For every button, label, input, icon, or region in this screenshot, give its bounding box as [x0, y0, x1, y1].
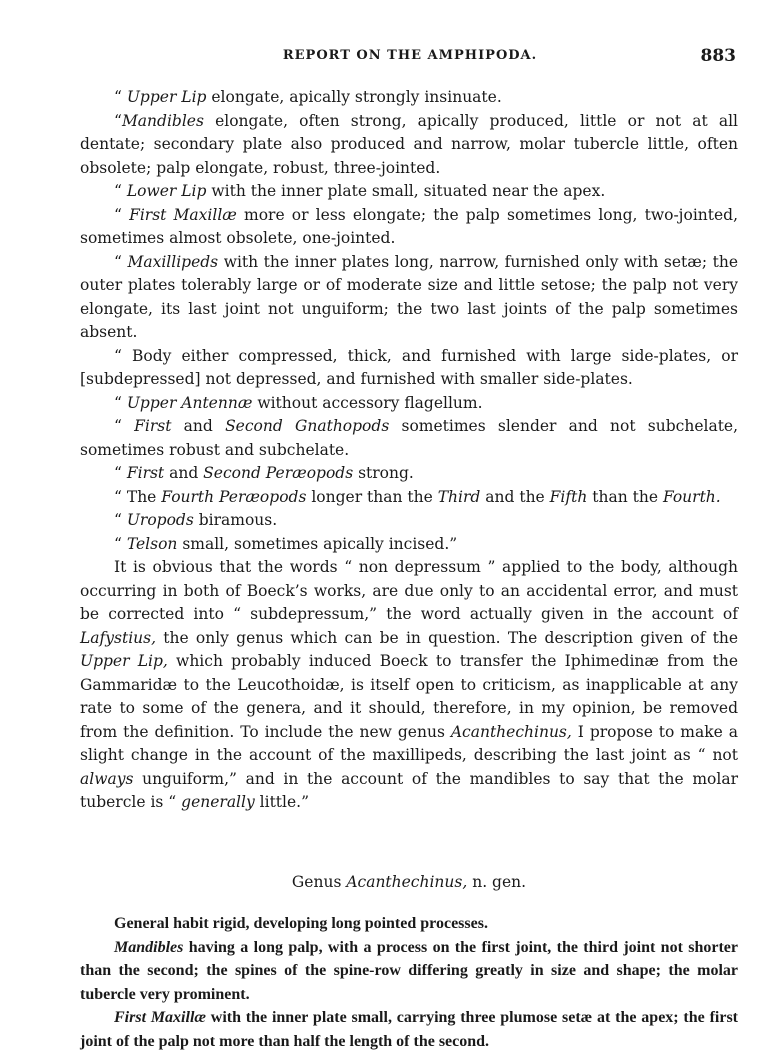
- text-run: unguiform,” and in the account of the mandibles to say that the molar tubercle is “: [80, 769, 738, 811]
- body-text: [80, 86, 738, 1053]
- italic-term: Upper Lip: [126, 88, 207, 106]
- text-run: small, sometimes apically incised.”: [177, 534, 458, 553]
- paragraph: [80, 486, 738, 510]
- text-run: biramous.: [193, 511, 278, 529]
- italic-term: Maxillipeds: [127, 252, 219, 271]
- text-run: and: [171, 417, 226, 435]
- text-run: “: [114, 511, 127, 529]
- paragraph: [80, 110, 738, 181]
- paragraph: [80, 204, 738, 251]
- genus-paragraph: [80, 912, 738, 936]
- italic-term: Second Gnathopods: [225, 417, 390, 435]
- page-number: 883: [700, 46, 736, 66]
- text-run: “: [114, 393, 127, 412]
- paragraph: [80, 86, 738, 110]
- genus-heading: [80, 871, 738, 895]
- text-run: more or less elongate; the palp sometimes long, two-jointed, sometimes almost obsolete, one-jointed.: [80, 205, 739, 247]
- text-run: without accessory flagellum.: [252, 393, 483, 412]
- text-run: “: [114, 88, 127, 106]
- italic-term: Acanthechinus,: [346, 872, 468, 891]
- text-run: little.”: [254, 793, 310, 811]
- text-run: “: [114, 252, 128, 271]
- paragraph: [80, 462, 738, 486]
- text-run: with the inner plate small, situated near the apex.: [206, 182, 606, 200]
- text-run: “: [114, 417, 135, 435]
- text-run: It is obvious that the words “ non depressum ” applied to the body, although occurring in both of Boeck’s works, are due only to an accidental error, and must be corrected into “ subdepressum,” the word actually given in the account of: [80, 558, 738, 623]
- italic-term: Third: [437, 487, 481, 506]
- italic-term: Upper Lip,: [80, 652, 168, 670]
- italic-term: Fourth Peræopods: [161, 487, 307, 506]
- italic-term: Telson: [126, 534, 178, 553]
- italic-term: First Maxillæ: [129, 205, 237, 224]
- text-run: Genus: [291, 872, 347, 891]
- italic-term: First: [134, 417, 172, 435]
- text-run: elongate, often strong, apically produced, little or not at all dentate; secondary plate also produced and narrow, molar tubercle little, often obsolete; palp elongate, robust, three-jointed.: [80, 111, 738, 177]
- text-run: which probably induced Boeck to transfer the Iphimedinæ from the Gammaridæ to the Leucothoidæ, is itself open to criticism, as inapplicable at any rate to some of the genera, and it should, therefore, in my opinion, be removed from the definition. To include the new genus: [80, 652, 738, 741]
- italic-term: generally: [181, 793, 255, 811]
- text-run: having a long palp, with a process on the first joint, the third joint not shorter than the second; the spines of the spine-row differing greatly in size and shape; the molar tubercle very prominent.: [80, 938, 738, 1003]
- paragraph: [80, 509, 738, 533]
- paragraph: [80, 251, 738, 345]
- text-run: with the inner plates long, narrow, furnished only with setæ; the outer plates tolerably large or of moderate size and little setose; the palp not very elongate, its last joint not unguiform; the two last joints of the palp sometimes absent.: [80, 252, 738, 341]
- running-head: REPORT ON THE AMPHIPODA.: [282, 48, 538, 63]
- paragraph: [80, 533, 738, 557]
- text-run: n. gen.: [467, 872, 527, 891]
- text-run: “: [114, 182, 127, 200]
- genus-paragraph: [80, 1006, 738, 1053]
- text-run: General habit rigid, developing long pointed processes.: [114, 915, 488, 932]
- italic-term: Mandibles: [114, 938, 184, 956]
- text-run: and: [164, 464, 204, 482]
- italic-term: Fifth: [549, 487, 588, 506]
- genus-paragraph: [80, 936, 738, 1007]
- text-run: and the: [480, 487, 550, 506]
- italic-term: Second Peræopods: [203, 464, 354, 482]
- text-run: “: [114, 534, 127, 553]
- text-run: “ Body either compressed, thick, and furnished with large side-plates, or [subdepressed] not depressed, and furnished with smaller side-plates.: [80, 346, 738, 388]
- text-run: strong.: [353, 464, 414, 482]
- text-run: “: [114, 111, 122, 130]
- text-run: sometimes slender and not subchelate, sometimes robust and subchelate.: [80, 417, 739, 459]
- text-run: with the inner plate small, carrying three plumose setæ at the apex; the first joint of the palp not more than half the length of the second.: [80, 1009, 738, 1050]
- definition-paragraphs: [80, 86, 738, 815]
- page-header: [80, 48, 740, 70]
- text-run: longer than the: [306, 487, 438, 506]
- paragraph: [80, 345, 738, 392]
- paragraph: [80, 415, 738, 462]
- italic-term: First Maxillæ: [114, 1009, 206, 1026]
- paragraph: [80, 392, 738, 416]
- italic-term: Mandibles: [121, 111, 204, 130]
- italic-term: Acanthechinus,: [450, 722, 572, 741]
- italic-term: Fourth.: [662, 487, 721, 506]
- italic-term: Lower Lip: [126, 182, 207, 200]
- text-run: elongate, apically strongly insinuate.: [206, 88, 502, 106]
- italic-term: Lafystius,: [80, 628, 157, 647]
- text-run: “: [114, 205, 130, 224]
- italic-term: First: [126, 464, 165, 482]
- italic-term: always: [80, 769, 134, 788]
- genus-description: [80, 912, 738, 1053]
- text-run: than the: [587, 487, 663, 506]
- paragraph: [80, 180, 738, 204]
- text-run: I propose to make a slight change in the account of the maxillipeds, describing the last joint as “ not: [80, 722, 738, 764]
- italic-term: Uropods: [126, 511, 194, 529]
- paragraph: [80, 556, 738, 815]
- italic-term: Upper Antennæ: [126, 393, 253, 412]
- text-run: “ The: [114, 487, 162, 506]
- text-run: the only genus which can be in question. The description given of the: [156, 628, 738, 647]
- text-run: “: [114, 464, 127, 482]
